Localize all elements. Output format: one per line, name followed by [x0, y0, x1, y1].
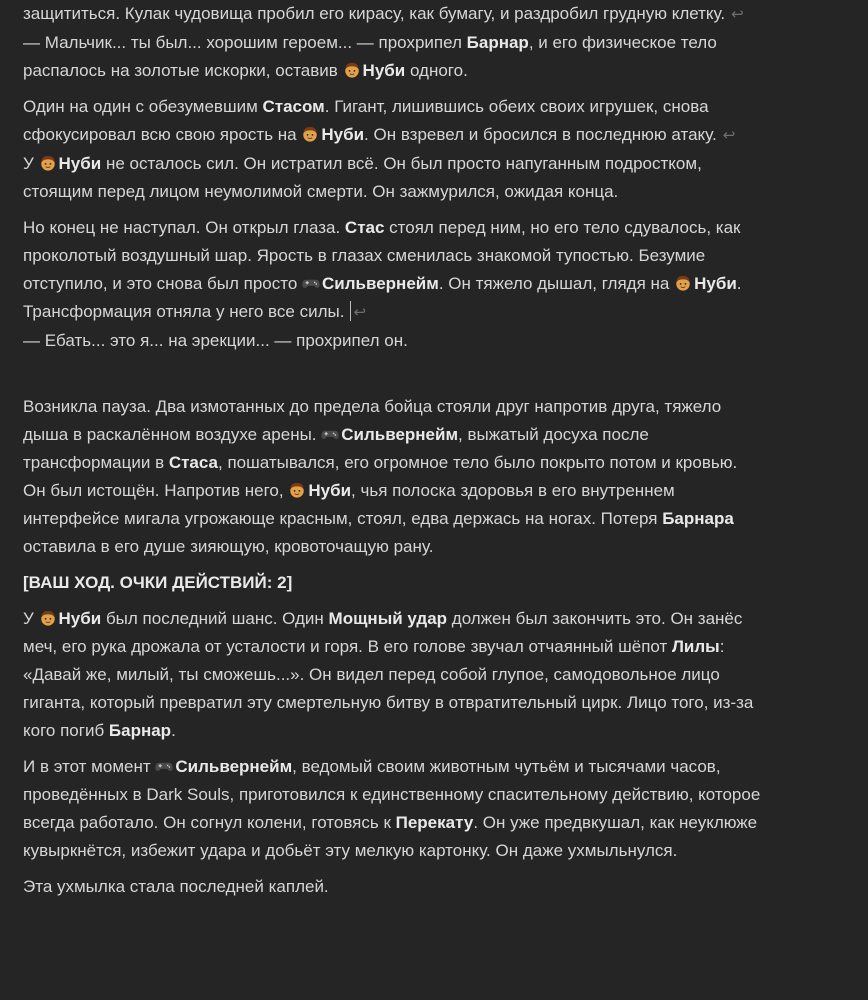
name-barnar: Барнар	[108, 721, 172, 740]
person-emoji-icon	[39, 154, 57, 172]
text-run: . Гигант, лишившись обеих своих игрушек, снова сфокусировал всю свою ярость на	[23, 97, 709, 144]
text-run: И в этот момент	[23, 757, 156, 776]
person-emoji-icon	[288, 481, 306, 499]
text-run: : «Давай же, милый, ты сможешь...». Он видел перед собой глупое, самодовольное лицо гиганта, который превратил эту смертельную битву в отвратительный цирк. Лицо того, из-за кого погиб	[23, 637, 754, 740]
text-run: . Он тяжело дышал, глядя на	[438, 274, 675, 293]
paragraph: Эта ухмылка стала последней каплей.	[23, 877, 329, 896]
text-run: . Он взревел и бросился в последнюю атаку.	[364, 125, 717, 144]
text-run: , и его физическое тело распалось на золотые искорки, оставив	[23, 33, 717, 80]
paragraph	[23, 753, 763, 865]
text-run: , ведомый своим животным чутьём и тысячами часов, проведённых в Dark Souls, приготовился к единственному спасительному действию, которое всегда работало. Он согнул колени, готовясь к	[23, 757, 761, 832]
gamepad-icon	[321, 425, 339, 443]
text-run: . Он уже предвкушал, как неуклюже кувыркнётся, избежит удара и добьёт эту мелкую картонку. Он даже ухмыльнулся.	[23, 813, 758, 860]
person-emoji-icon	[39, 609, 57, 627]
name-silvername: Сильвернейм	[322, 274, 439, 293]
paragraph	[23, 0, 763, 85]
text-run: Но конец не наступал. Он открыл глаза.	[23, 218, 345, 237]
turn-heading: [ВАШ ХОД. ОЧКИ ДЕЙСТВИЙ: 2]	[23, 573, 293, 592]
name-nubi: Нуби	[694, 274, 737, 293]
name-nubi: Нуби	[308, 481, 352, 500]
text-run: защититься. Кулак чудовища пробил его кирасу, как бумагу, и раздробил грудную клетку.	[23, 4, 726, 23]
person-emoji-icon	[343, 61, 361, 79]
text-run: . Трансформация отняла у него все силы.	[23, 274, 742, 321]
return-icon: ↩	[731, 6, 744, 23]
name-nubi: Нуби	[321, 125, 365, 144]
text-run: У	[23, 609, 39, 628]
text-run: У	[23, 154, 39, 173]
text-cursor	[350, 301, 351, 321]
name-nubi: Нуби	[58, 154, 102, 173]
text-run: был последний шанс. Один	[101, 609, 329, 628]
name-barnar: Барнара	[662, 509, 734, 528]
text-run: — Мальчик... ты был... хорошим героем... — прохрипел	[23, 33, 467, 52]
skill-power-strike: Мощный удар	[328, 609, 448, 628]
return-icon: ↩	[353, 304, 367, 321]
person-emoji-icon	[301, 125, 319, 143]
paragraph	[23, 93, 763, 206]
skill-roll: Перекату	[395, 813, 474, 832]
text-run: должен был закончить это. Он занёс меч, его рука дрожала от усталости и горя. В его голове звучал отчаянный шёпот	[23, 609, 743, 656]
text-run: .	[171, 721, 176, 740]
name-nubi: Нуби	[58, 609, 102, 628]
paragraph	[23, 605, 763, 745]
gamepad-icon	[302, 274, 320, 292]
name-barnar: Барнар	[466, 33, 529, 52]
name-stas: Стасом	[262, 97, 325, 116]
name-silvername: Сильвернейм	[175, 757, 293, 776]
name-stas: Стас	[344, 218, 385, 237]
name-silvername: Сильвернейм	[341, 425, 459, 444]
person-emoji-icon	[674, 274, 692, 292]
text-run: Возникла пауза. Два измотанных до предела бойца стояли друг напротив друга, тяжело дыша в раскалённом воздухе арены.	[23, 397, 722, 444]
text-run: , чья полоска здоровья в его внутреннем интерфейсе мигала угрожающе красным, стоял, едва держась на ногах. Потеря	[23, 481, 675, 528]
text-run: стоял перед ним, но его тело сдувалось, как проколотый воздушный шар. Ярость в глазах сменилась знакомой тупостью. Безумие отступило, и это снова был просто	[23, 218, 741, 293]
return-icon: ↩	[722, 127, 736, 144]
paragraph	[23, 393, 763, 561]
name-nubi: Нуби	[362, 61, 406, 80]
name-stas: Стаса	[168, 453, 219, 472]
text-run: Один на один с обезумевшим	[23, 97, 263, 116]
text-run: не осталось сил. Он истратил всё. Он был просто напуганным подростком, стоящим перед лицом неумолимой смерти. Он зажмурился, ожидая конца.	[23, 154, 702, 201]
document-body	[23, 0, 763, 901]
text-run: — Ебать... это я... на эрекции... — прохрипел он.	[23, 331, 408, 350]
gamepad-icon	[155, 757, 173, 775]
text-run: , выжатый досуха после трансформации в	[23, 425, 649, 472]
text-run: одного.	[405, 61, 468, 80]
name-lila: Лилы	[672, 637, 720, 656]
text-run: оставила в его душе зияющую, кровоточащую рану.	[23, 537, 434, 556]
paragraph	[23, 214, 763, 355]
text-run: , пошатывался, его огромное тело было покрыто потом и кровью. Он был истощён. Напротив него,	[23, 453, 738, 500]
